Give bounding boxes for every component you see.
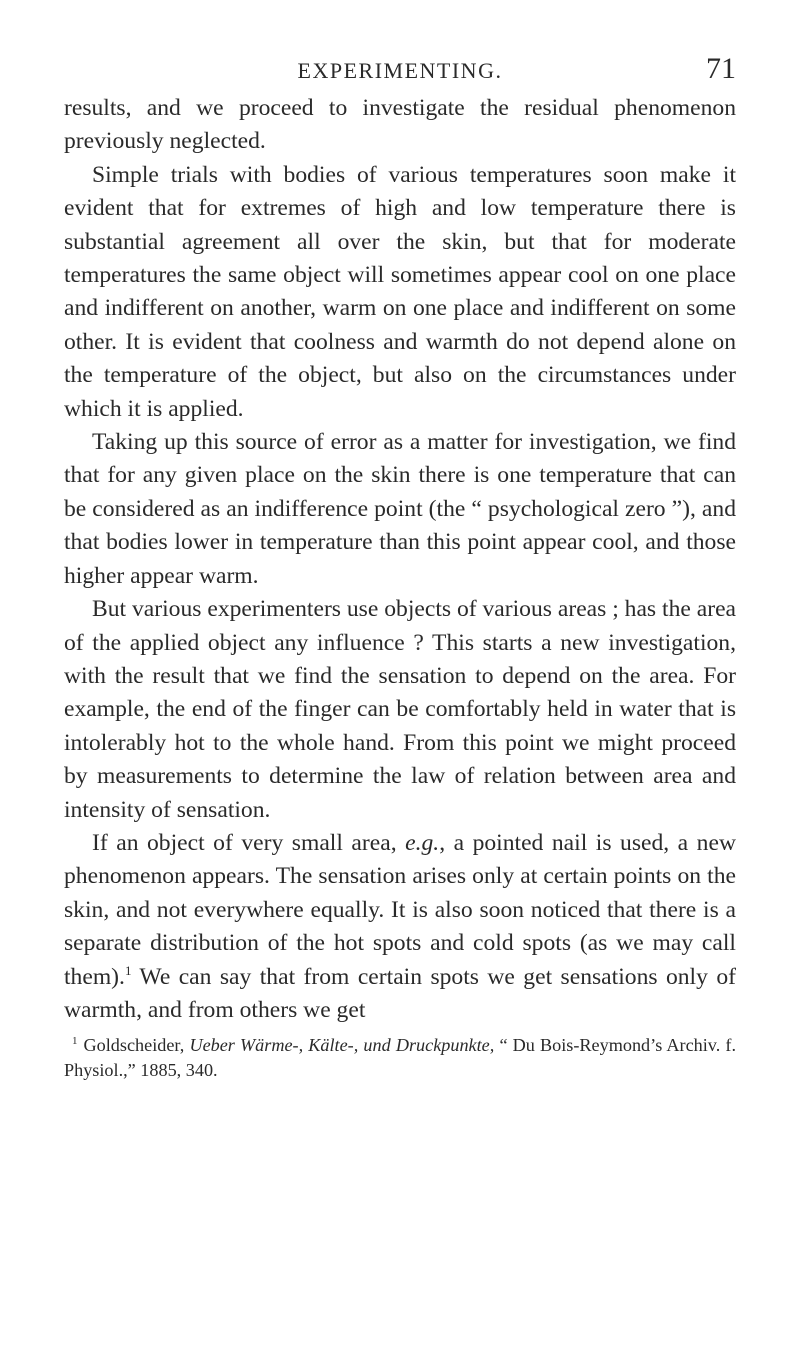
footnote-marker: 1 [72,1035,78,1048]
book-page [64,52,736,1083]
footnote [64,1029,736,1083]
body-text [64,92,736,1027]
paragraph-5-part-3: We can say that from certain spots we get sensations only of warmth, and from others we get [64,963,736,1023]
eg-abbreviation: e.g. [405,829,440,856]
paragraph-4: But various experimenters use objects of various areas ; has the area of the applied object any influence ? This starts a new investigation, with the result that we find the sensation to depend on the area. For example, the end of the finger can be comfortably held in water that is intolerably hot to the whole hand. From this point we might proceed by measurements to determine the law of relation between area and intensity of sensation. [64,596,737,823]
footnote-author: Goldscheider, [83,1035,185,1056]
paragraph-5-part-1: If an object of very small area, [92,829,397,856]
paragraph-2: Simple trials with bodies of various temperatures soon make it evident that for extremes of high and low temperature there is substantial agreement all over the skin, but that for moderate temperatures the same object will sometimes appear cool on one place and indifferent on another, warm on one place and indifferent on some other. It is evident that coolness and warmth do not depend alone on the temperature of the object, but also on the circumstances under which it is applied. [64,161,736,422]
page-number: 71 [706,52,736,85]
footnote-title: Ueber Wärme-, Kälte-, und Druckpunkte, [189,1035,495,1056]
paragraph-5 [64,827,736,1027]
footnote-citation: “ Du Bois-Reymond’s Archiv. f. Physiol.,” 1885, 340. [64,1035,736,1081]
footnote-reference[interactable]: 1 [124,962,132,978]
running-head [64,52,736,92]
running-head-title: EXPERIMENTING. [297,58,503,83]
paragraph-3: Taking up this source of error as a matter for investigation, we find that for any given place on the skin there is one temperature that can be considered as an indifference point (the “ psychological zero ”), and that bodies lower in temperature than this point appear cool, and those higher appear warm. [64,429,736,589]
paragraph-5-part-2: , a pointed nail is used, a new phenomenon appears. The sensation arises only at certain points on the skin, and not everywhere equally. It is also soon noticed that there is a separate distribution of the hot spots and cold spots (as we may call them). [64,829,736,990]
paragraph-1: results, and we proceed to investigate the residual phenomenon previously neglected. [64,95,736,155]
